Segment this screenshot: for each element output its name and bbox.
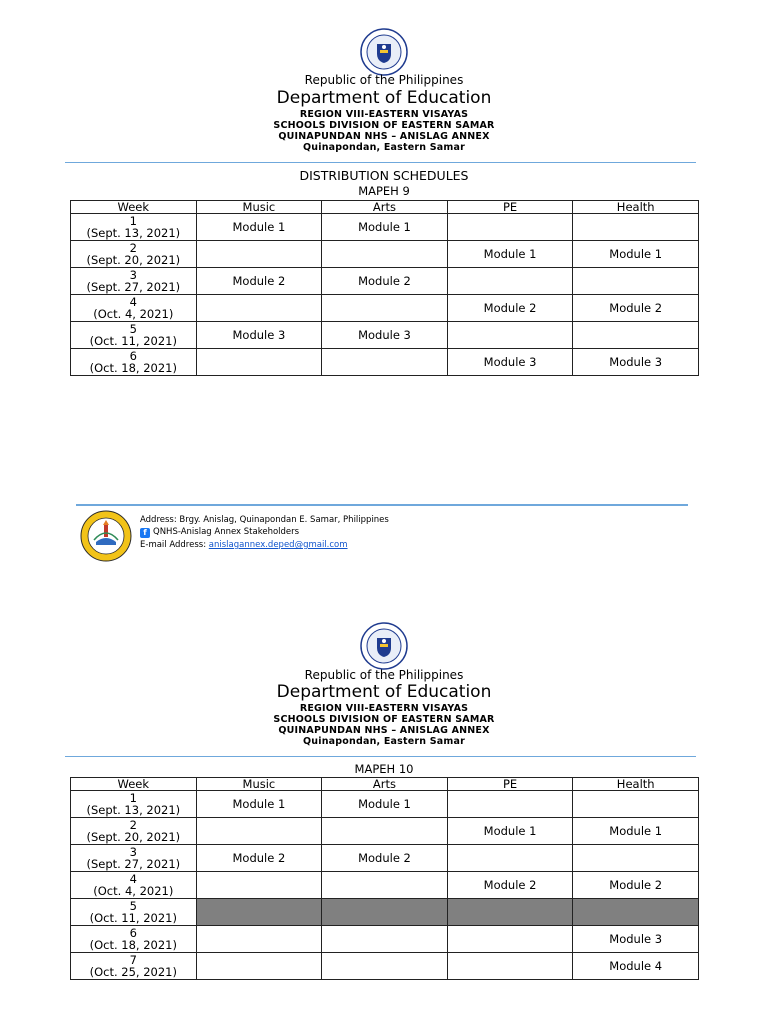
week-number: 3	[129, 845, 137, 859]
music-cell: Module 2	[196, 845, 322, 872]
grade-10-subtitle: MAPEH 10	[354, 762, 414, 776]
location-label: Quinapondan, Eastern Samar	[303, 142, 465, 153]
health-cell	[573, 214, 699, 241]
health-cell: Module 1	[573, 241, 699, 268]
week-date: (Sept. 20, 2021)	[86, 830, 181, 844]
music-cell	[196, 872, 322, 899]
pe-cell	[447, 953, 573, 980]
week-date: (Sept. 27, 2021)	[86, 857, 181, 871]
arts-cell: Module 1	[322, 214, 448, 241]
mapeh-10-schedule-table	[70, 777, 699, 980]
division-label: SCHOOLS DIVISION OF EASTERN SAMAR	[273, 714, 495, 725]
pe-cell	[447, 791, 573, 818]
table-row	[71, 926, 699, 953]
week-date: (Sept. 27, 2021)	[86, 280, 181, 294]
week-number: 6	[129, 349, 137, 363]
week-number: 4	[129, 295, 137, 309]
music-cell: Module 1	[196, 791, 322, 818]
facebook-page-label: QNHS-Anislag Annex Stakeholders	[153, 527, 300, 537]
table-row	[71, 791, 699, 818]
column-header-health: Health	[573, 201, 699, 214]
health-cell	[573, 322, 699, 349]
health-cell: Module 3	[573, 349, 699, 376]
arts-cell	[322, 872, 448, 899]
week-cell	[71, 295, 197, 322]
schedule-title: DISTRIBUTION SCHEDULES	[299, 168, 469, 183]
music-cell: Module 1	[196, 214, 322, 241]
table-row	[71, 322, 699, 349]
health-cell	[573, 791, 699, 818]
health-cell: Module 2	[573, 295, 699, 322]
health-cell	[573, 845, 699, 872]
week-cell	[71, 349, 197, 376]
table-row	[71, 241, 699, 268]
column-header-pe: PE	[447, 201, 573, 214]
pe-cell: Module 2	[447, 295, 573, 322]
week-date: (Oct. 18, 2021)	[89, 938, 177, 952]
pe-cell	[447, 268, 573, 295]
arts-cell: Module 1	[322, 791, 448, 818]
arts-cell: Module 2	[322, 845, 448, 872]
column-header-pe: PE	[447, 778, 573, 791]
health-cell: Module 2	[573, 872, 699, 899]
column-header-music: Music	[196, 201, 322, 214]
column-header-week: Week	[71, 778, 197, 791]
arts-cell	[322, 241, 448, 268]
footer-address: Address: Brgy. Anislag, Quinapondan E. Samar, Philippines	[140, 515, 389, 525]
column-header-health: Health	[573, 778, 699, 791]
arts-cell-shaded	[322, 899, 448, 926]
pe-cell	[447, 926, 573, 953]
music-cell	[196, 349, 322, 376]
column-header-week: Week	[71, 201, 197, 214]
music-cell	[196, 818, 322, 845]
column-header-arts: Arts	[322, 201, 448, 214]
week-date: (Sept. 20, 2021)	[86, 253, 181, 267]
pe-cell: Module 2	[447, 872, 573, 899]
region-label: REGION VIII-EASTERN VISAYAS	[299, 703, 469, 714]
grade-9-subtitle: MAPEH 9	[358, 184, 410, 198]
week-date: (Oct. 25, 2021)	[89, 965, 177, 979]
table-row	[71, 872, 699, 899]
week-date: (Oct. 18, 2021)	[89, 361, 177, 375]
music-cell: Module 2	[196, 268, 322, 295]
pe-cell	[447, 845, 573, 872]
week-cell	[71, 926, 197, 953]
health-cell	[573, 268, 699, 295]
department-title: Department of Education	[276, 682, 492, 702]
music-cell	[196, 953, 322, 980]
region-label: REGION VIII-EASTERN VISAYAS	[299, 109, 469, 120]
pe-cell-shaded	[447, 899, 573, 926]
arts-cell	[322, 953, 448, 980]
week-date: (Oct. 4, 2021)	[93, 884, 174, 898]
department-title: Department of Education	[276, 88, 492, 108]
table-row	[71, 349, 699, 376]
week-date: (Sept. 13, 2021)	[86, 226, 181, 240]
week-cell	[71, 268, 197, 295]
week-date: (Oct. 4, 2021)	[93, 307, 174, 321]
week-cell	[71, 791, 197, 818]
deped-seal-icon	[360, 28, 408, 76]
deped-seal-icon	[360, 622, 408, 670]
week-number: 2	[129, 241, 137, 255]
table-row	[71, 268, 699, 295]
pe-cell: Module 1	[447, 241, 573, 268]
music-cell: Module 3	[196, 322, 322, 349]
week-cell	[71, 818, 197, 845]
music-cell	[196, 295, 322, 322]
footer-divider	[76, 504, 688, 506]
week-cell	[71, 953, 197, 980]
column-header-music: Music	[196, 778, 322, 791]
location-label: Quinapondan, Eastern Samar	[303, 736, 465, 747]
pe-cell: Module 1	[447, 818, 573, 845]
table-row	[71, 818, 699, 845]
week-date: (Oct. 11, 2021)	[89, 911, 177, 925]
week-number: 5	[129, 899, 137, 913]
week-cell	[71, 872, 197, 899]
health-cell: Module 3	[573, 926, 699, 953]
email-label: E-mail Address:	[140, 540, 209, 550]
table-row	[71, 214, 699, 241]
facebook-icon: f	[140, 528, 150, 538]
week-number: 5	[129, 322, 137, 336]
week-date: (Oct. 11, 2021)	[89, 334, 177, 348]
republic-label: Republic of the Philippines	[304, 668, 464, 682]
week-number: 7	[129, 953, 137, 967]
footer-email	[140, 540, 348, 550]
pe-cell	[447, 214, 573, 241]
school-label: QUINAPUNDAN NHS – ANISLAG ANNEX	[278, 131, 490, 142]
health-cell: Module 1	[573, 818, 699, 845]
week-number: 2	[129, 818, 137, 832]
week-cell	[71, 322, 197, 349]
table-row	[71, 295, 699, 322]
week-number: 1	[129, 791, 137, 805]
footer-facebook	[140, 527, 299, 538]
week-cell	[71, 845, 197, 872]
school-label: QUINAPUNDAN NHS – ANISLAG ANNEX	[278, 725, 490, 736]
pe-cell	[447, 322, 573, 349]
mapeh-9-schedule-table	[70, 200, 699, 376]
table-row	[71, 845, 699, 872]
health-cell-shaded	[573, 899, 699, 926]
week-number: 4	[129, 872, 137, 886]
week-number: 6	[129, 926, 137, 940]
pe-cell: Module 3	[447, 349, 573, 376]
week-cell	[71, 214, 197, 241]
music-cell	[196, 241, 322, 268]
header-divider	[65, 162, 696, 163]
email-link[interactable]: anislagannex.deped@gmail.com	[208, 540, 348, 550]
column-header-arts: Arts	[322, 778, 448, 791]
table-row	[71, 953, 699, 980]
week-cell	[71, 899, 197, 926]
week-date: (Sept. 13, 2021)	[86, 803, 181, 817]
week-number: 1	[129, 214, 137, 228]
school-logo-icon	[80, 510, 132, 562]
arts-cell: Module 3	[322, 322, 448, 349]
table-row-shaded	[71, 899, 699, 926]
arts-cell: Module 2	[322, 268, 448, 295]
week-number: 3	[129, 268, 137, 282]
music-cell-shaded	[196, 899, 322, 926]
health-cell: Module 4	[573, 953, 699, 980]
arts-cell	[322, 295, 448, 322]
header-divider	[65, 756, 696, 757]
division-label: SCHOOLS DIVISION OF EASTERN SAMAR	[273, 120, 495, 131]
republic-label: Republic of the Philippines	[304, 73, 464, 87]
arts-cell	[322, 349, 448, 376]
week-cell	[71, 241, 197, 268]
music-cell	[196, 926, 322, 953]
arts-cell	[322, 926, 448, 953]
arts-cell	[322, 818, 448, 845]
